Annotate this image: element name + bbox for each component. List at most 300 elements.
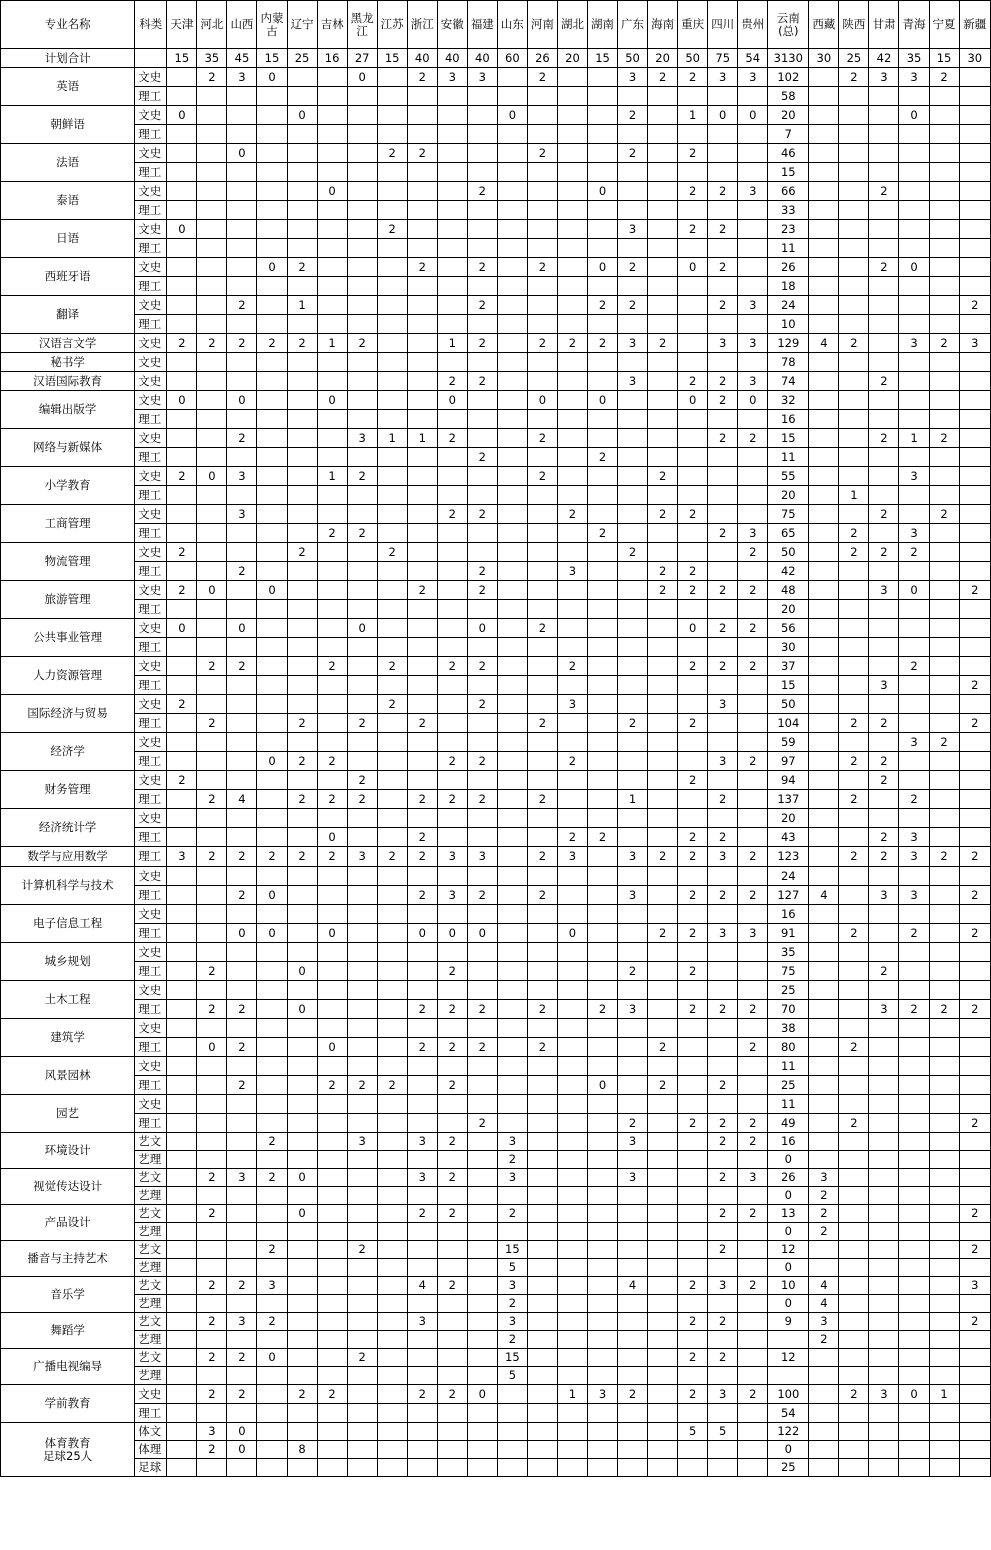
quota-cell: 2 — [317, 1385, 347, 1404]
quota-cell — [587, 847, 617, 867]
quota-cell — [899, 1133, 929, 1151]
quota-cell — [618, 182, 648, 201]
quota-cell — [377, 809, 407, 828]
quota-cell — [678, 1133, 708, 1151]
quota-cell — [587, 1277, 617, 1295]
quota-cell — [839, 201, 869, 220]
quota-cell — [257, 657, 287, 676]
quota-cell: 2 — [678, 924, 708, 943]
quota-cell: 2 — [708, 182, 738, 201]
quota-cell — [437, 1404, 467, 1423]
quota-cell — [377, 1095, 407, 1114]
quota-cell — [227, 106, 257, 125]
table-row — [1, 68, 991, 87]
quota-cell — [899, 239, 929, 258]
quota-cell: 2 — [527, 619, 557, 638]
track-cell: 文史 — [135, 657, 167, 676]
quota-cell — [497, 981, 527, 1000]
quota-cell: 0 — [467, 1385, 497, 1404]
quota-cell — [708, 410, 738, 429]
quota-cell — [959, 1057, 990, 1076]
table-row — [1, 505, 991, 524]
quota-cell: 3 — [497, 1313, 527, 1331]
quota-cell — [899, 1459, 929, 1477]
quota-cell: 3 — [497, 1133, 527, 1151]
quota-cell — [527, 905, 557, 924]
major-name: 国际经济与贸易 — [1, 695, 135, 733]
quota-cell — [257, 695, 287, 714]
quota-cell — [347, 1095, 377, 1114]
quota-cell — [587, 144, 617, 163]
quota-cell — [407, 1367, 437, 1385]
quota-cell — [618, 828, 648, 847]
quota-cell: 2 — [959, 714, 990, 733]
track-cell: 体理 — [135, 1441, 167, 1459]
quota-cell: 3 — [227, 505, 257, 524]
quota-cell — [197, 505, 227, 524]
totals-track-cell — [135, 49, 167, 68]
quota-cell — [648, 1000, 678, 1019]
quota-cell — [197, 144, 227, 163]
quota-cell — [648, 867, 678, 886]
quota-cell: 2 — [407, 1038, 437, 1057]
quota-cell — [467, 1187, 497, 1205]
quota-cell — [648, 239, 678, 258]
quota-cell — [648, 201, 678, 220]
quota-cell — [167, 1095, 197, 1114]
quota-cell — [317, 1019, 347, 1038]
header-province: 湖北 — [557, 1, 587, 49]
quota-cell — [437, 1241, 467, 1259]
quota-cell — [527, 1259, 557, 1277]
quota-cell: 3 — [618, 68, 648, 87]
quota-cell: 2 — [167, 467, 197, 486]
quota-cell: 2 — [899, 1000, 929, 1019]
quota-cell — [467, 867, 497, 886]
quota-cell: 2 — [708, 828, 738, 847]
quota-cell — [839, 1295, 869, 1313]
table-row — [1, 962, 991, 981]
quota-cell — [929, 828, 959, 847]
quota-cell — [557, 258, 587, 277]
quota-cell — [347, 125, 377, 144]
quota-cell — [839, 981, 869, 1000]
quota-cell — [287, 581, 317, 600]
quota-cell — [929, 657, 959, 676]
quota-cell — [708, 1151, 738, 1169]
major-name: 网络与新媒体 — [1, 429, 135, 467]
quota-cell — [227, 448, 257, 467]
quota-cell — [929, 201, 959, 220]
quota-cell: 2 — [377, 543, 407, 562]
quota-cell: 16 — [768, 410, 809, 429]
quota-cell — [648, 1241, 678, 1259]
quota-cell: 2 — [869, 372, 899, 391]
quota-cell — [678, 600, 708, 619]
quota-cell — [317, 943, 347, 962]
quota-cell: 0 — [899, 581, 929, 600]
quota-cell — [347, 962, 377, 981]
quota-cell: 91 — [768, 924, 809, 943]
quota-cell — [167, 1241, 197, 1259]
table-row — [1, 410, 991, 429]
quota-cell — [648, 1114, 678, 1133]
quota-cell — [167, 1404, 197, 1423]
quota-cell — [869, 790, 899, 809]
quota-cell — [959, 867, 990, 886]
quota-cell — [959, 1076, 990, 1095]
quota-cell — [738, 277, 768, 296]
quota-cell — [587, 809, 617, 828]
quota-cell — [587, 410, 617, 429]
quota-cell — [869, 809, 899, 828]
quota-cell — [738, 1057, 768, 1076]
quota-cell — [738, 562, 768, 581]
quota-cell — [899, 962, 929, 981]
quota-cell — [287, 1313, 317, 1331]
quota-cell — [899, 1423, 929, 1441]
quota-cell — [467, 429, 497, 448]
quota-cell — [437, 1259, 467, 1277]
quota-cell: 2 — [899, 790, 929, 809]
quota-cell: 1 — [377, 429, 407, 448]
quota-cell — [227, 372, 257, 391]
quota-cell — [809, 867, 839, 886]
quota-cell — [317, 1223, 347, 1241]
quota-cell — [869, 1133, 899, 1151]
quota-cell: 2 — [467, 581, 497, 600]
quota-cell — [317, 981, 347, 1000]
quota-cell — [618, 1057, 648, 1076]
quota-cell — [899, 1187, 929, 1205]
quota-cell: 127 — [768, 886, 809, 905]
quota-cell — [347, 1423, 377, 1441]
quota-cell — [869, 1459, 899, 1477]
quota-cell — [929, 391, 959, 410]
quota-cell — [678, 448, 708, 467]
quota-cell — [587, 581, 617, 600]
quota-cell — [557, 543, 587, 562]
quota-cell: 2 — [839, 714, 869, 733]
quota-cell — [738, 1404, 768, 1423]
quota-cell — [809, 467, 839, 486]
quota-cell: 2 — [708, 886, 738, 905]
quota-cell: 3 — [869, 676, 899, 695]
quota-cell — [167, 1151, 197, 1169]
quota-cell: 2 — [618, 1114, 648, 1133]
quota-cell — [557, 1151, 587, 1169]
quota-cell — [527, 239, 557, 258]
quota-cell — [557, 448, 587, 467]
quota-cell — [287, 676, 317, 695]
quota-cell — [527, 771, 557, 790]
quota-cell — [929, 315, 959, 334]
track-cell: 理工 — [135, 847, 167, 867]
quota-cell — [347, 1385, 377, 1404]
quota-cell — [708, 1038, 738, 1057]
header-province: 湖南 — [587, 1, 617, 49]
quota-cell: 2 — [197, 1169, 227, 1187]
quota-cell — [497, 790, 527, 809]
quota-cell: 0 — [738, 106, 768, 125]
major-name: 环境设计 — [1, 1133, 135, 1169]
quota-cell — [839, 1349, 869, 1367]
quota-cell — [497, 1385, 527, 1404]
quota-cell: 2 — [257, 334, 287, 353]
quota-cell — [257, 676, 287, 695]
quota-cell — [527, 505, 557, 524]
quota-cell — [648, 1205, 678, 1223]
quota-cell — [227, 315, 257, 334]
quota-cell — [809, 771, 839, 790]
quota-cell — [317, 695, 347, 714]
quota-cell — [899, 695, 929, 714]
quota-cell — [738, 410, 768, 429]
quota-cell: 11 — [768, 1057, 809, 1076]
quota-cell: 2 — [557, 752, 587, 771]
quota-cell: 2 — [839, 543, 869, 562]
quota-cell — [437, 1295, 467, 1313]
quota-cell — [257, 714, 287, 733]
quota-cell — [869, 600, 899, 619]
quota-cell — [929, 1313, 959, 1331]
quota-cell — [167, 1313, 197, 1331]
quota-cell — [557, 1187, 587, 1205]
quota-cell — [167, 524, 197, 543]
track-cell: 文史 — [135, 391, 167, 410]
quota-cell — [257, 943, 287, 962]
quota-cell: 2 — [467, 505, 497, 524]
quota-cell — [527, 296, 557, 315]
track-cell: 理工 — [135, 1404, 167, 1423]
quota-cell — [587, 619, 617, 638]
quota-cell: 0 — [287, 1000, 317, 1019]
quota-cell — [869, 657, 899, 676]
quota-cell — [257, 410, 287, 429]
quota-cell: 2 — [708, 1241, 738, 1259]
quota-cell — [738, 1259, 768, 1277]
quota-cell — [227, 943, 257, 962]
table-row — [1, 296, 991, 315]
quota-cell — [678, 1459, 708, 1477]
quota-cell — [839, 296, 869, 315]
quota-cell — [167, 429, 197, 448]
quota-cell — [497, 581, 527, 600]
quota-cell: 2 — [899, 543, 929, 562]
track-cell: 艺理 — [135, 1331, 167, 1349]
quota-cell: 3 — [497, 1277, 527, 1295]
quota-cell — [347, 486, 377, 505]
track-cell: 文史 — [135, 372, 167, 391]
quota-cell — [959, 943, 990, 962]
quota-cell: 2 — [738, 847, 768, 867]
quota-cell — [467, 981, 497, 1000]
quota-cell — [467, 524, 497, 543]
quota-cell — [197, 638, 227, 657]
major-name: 旅游管理 — [1, 581, 135, 619]
quota-cell — [377, 600, 407, 619]
quota-cell: 3 — [618, 1133, 648, 1151]
quota-cell — [317, 1349, 347, 1367]
quota-cell — [809, 1076, 839, 1095]
quota-cell — [257, 619, 287, 638]
quota-cell — [839, 315, 869, 334]
quota-cell — [197, 296, 227, 315]
quota-cell — [738, 638, 768, 657]
quota-cell — [527, 600, 557, 619]
track-cell: 理工 — [135, 448, 167, 467]
quota-cell — [809, 1133, 839, 1151]
quota-cell — [648, 1223, 678, 1241]
quota-cell: 2 — [227, 847, 257, 867]
quota-cell — [197, 524, 227, 543]
quota-cell — [287, 277, 317, 296]
quota-cell — [257, 1076, 287, 1095]
quota-cell — [257, 1331, 287, 1349]
quota-cell — [347, 695, 377, 714]
quota-cell — [678, 201, 708, 220]
quota-cell — [407, 163, 437, 182]
totals-value: 45 — [227, 49, 257, 68]
quota-cell — [899, 353, 929, 372]
quota-cell: 2 — [708, 581, 738, 600]
quota-cell — [167, 1385, 197, 1404]
quota-cell — [557, 524, 587, 543]
quota-cell — [227, 1114, 257, 1133]
quota-cell — [678, 315, 708, 334]
quota-cell — [959, 1019, 990, 1038]
quota-cell — [768, 1331, 809, 1349]
quota-cell — [959, 1423, 990, 1441]
quota-cell — [437, 296, 467, 315]
quota-cell: 3 — [557, 847, 587, 867]
track-cell: 艺文 — [135, 1277, 167, 1295]
major-name: 泰语 — [1, 182, 135, 220]
track-cell: 艺文 — [135, 1241, 167, 1259]
quota-cell: 3 — [738, 182, 768, 201]
quota-cell: 2 — [407, 714, 437, 733]
quota-cell — [899, 486, 929, 505]
quota-cell — [738, 733, 768, 752]
quota-cell — [839, 562, 869, 581]
quota-cell — [929, 1223, 959, 1241]
quota-cell: 2 — [959, 1313, 990, 1331]
quota-cell — [167, 296, 197, 315]
quota-cell — [467, 1169, 497, 1187]
quota-cell — [257, 638, 287, 657]
quota-cell — [678, 125, 708, 144]
quota-cell — [527, 182, 557, 201]
quota-cell: 2 — [678, 220, 708, 239]
quota-cell — [227, 752, 257, 771]
quota-cell — [557, 1038, 587, 1057]
track-cell: 文史 — [135, 429, 167, 448]
quota-cell — [929, 448, 959, 467]
quota-cell: 3 — [407, 1133, 437, 1151]
quota-cell: 4 — [407, 1277, 437, 1295]
quota-cell — [437, 1057, 467, 1076]
quota-cell — [809, 239, 839, 258]
quota-cell — [167, 448, 197, 467]
track-cell: 理工 — [135, 714, 167, 733]
quota-cell — [899, 144, 929, 163]
quota-cell: 0 — [768, 1187, 809, 1205]
quota-cell — [197, 220, 227, 239]
quota-cell: 2 — [839, 1385, 869, 1404]
quota-cell — [839, 657, 869, 676]
quota-cell — [257, 828, 287, 847]
quota-cell — [347, 296, 377, 315]
quota-cell: 2 — [197, 68, 227, 87]
quota-cell — [257, 1259, 287, 1277]
header-province: 浙江 — [407, 1, 437, 49]
quota-cell — [317, 144, 347, 163]
quota-cell: 2 — [648, 847, 678, 867]
quota-cell — [167, 905, 197, 924]
quota-cell — [618, 905, 648, 924]
quota-cell — [257, 1223, 287, 1241]
quota-cell — [167, 410, 197, 429]
table-row — [1, 1057, 991, 1076]
quota-cell — [557, 1459, 587, 1477]
track-cell: 文史 — [135, 981, 167, 1000]
quota-cell — [708, 353, 738, 372]
quota-cell: 16 — [768, 905, 809, 924]
quota-cell — [287, 486, 317, 505]
quota-cell — [839, 182, 869, 201]
quota-cell: 0 — [678, 619, 708, 638]
quota-cell — [467, 353, 497, 372]
quota-cell — [648, 638, 678, 657]
quota-cell — [527, 943, 557, 962]
quota-cell: 2 — [708, 1169, 738, 1187]
quota-cell: 2 — [839, 1038, 869, 1057]
quota-cell — [678, 1367, 708, 1385]
quota-cell: 2 — [557, 657, 587, 676]
table-row — [1, 1259, 991, 1277]
quota-cell — [618, 752, 648, 771]
quota-cell — [738, 943, 768, 962]
quota-cell — [959, 486, 990, 505]
quota-cell: 2 — [678, 771, 708, 790]
quota-cell — [678, 1076, 708, 1095]
quota-cell — [257, 1000, 287, 1019]
quota-cell — [257, 106, 287, 125]
quota-cell: 2 — [678, 1277, 708, 1295]
table-row — [1, 87, 991, 106]
quota-cell: 2 — [467, 334, 497, 353]
quota-cell — [527, 353, 557, 372]
quota-cell — [587, 505, 617, 524]
quota-cell: 2 — [839, 847, 869, 867]
quota-cell — [167, 1459, 197, 1477]
quota-cell — [869, 1423, 899, 1441]
quota-cell — [407, 619, 437, 638]
quota-cell — [809, 201, 839, 220]
quota-cell — [708, 239, 738, 258]
quota-cell — [839, 106, 869, 125]
quota-cell — [317, 353, 347, 372]
quota-cell — [197, 1367, 227, 1385]
quota-cell: 11 — [768, 239, 809, 258]
quota-cell — [497, 1076, 527, 1095]
quota-cell — [347, 905, 377, 924]
quota-cell — [929, 1114, 959, 1133]
header-province: 四川 — [708, 1, 738, 49]
quota-cell — [587, 87, 617, 106]
quota-cell: 2 — [959, 676, 990, 695]
quota-cell — [929, 867, 959, 886]
